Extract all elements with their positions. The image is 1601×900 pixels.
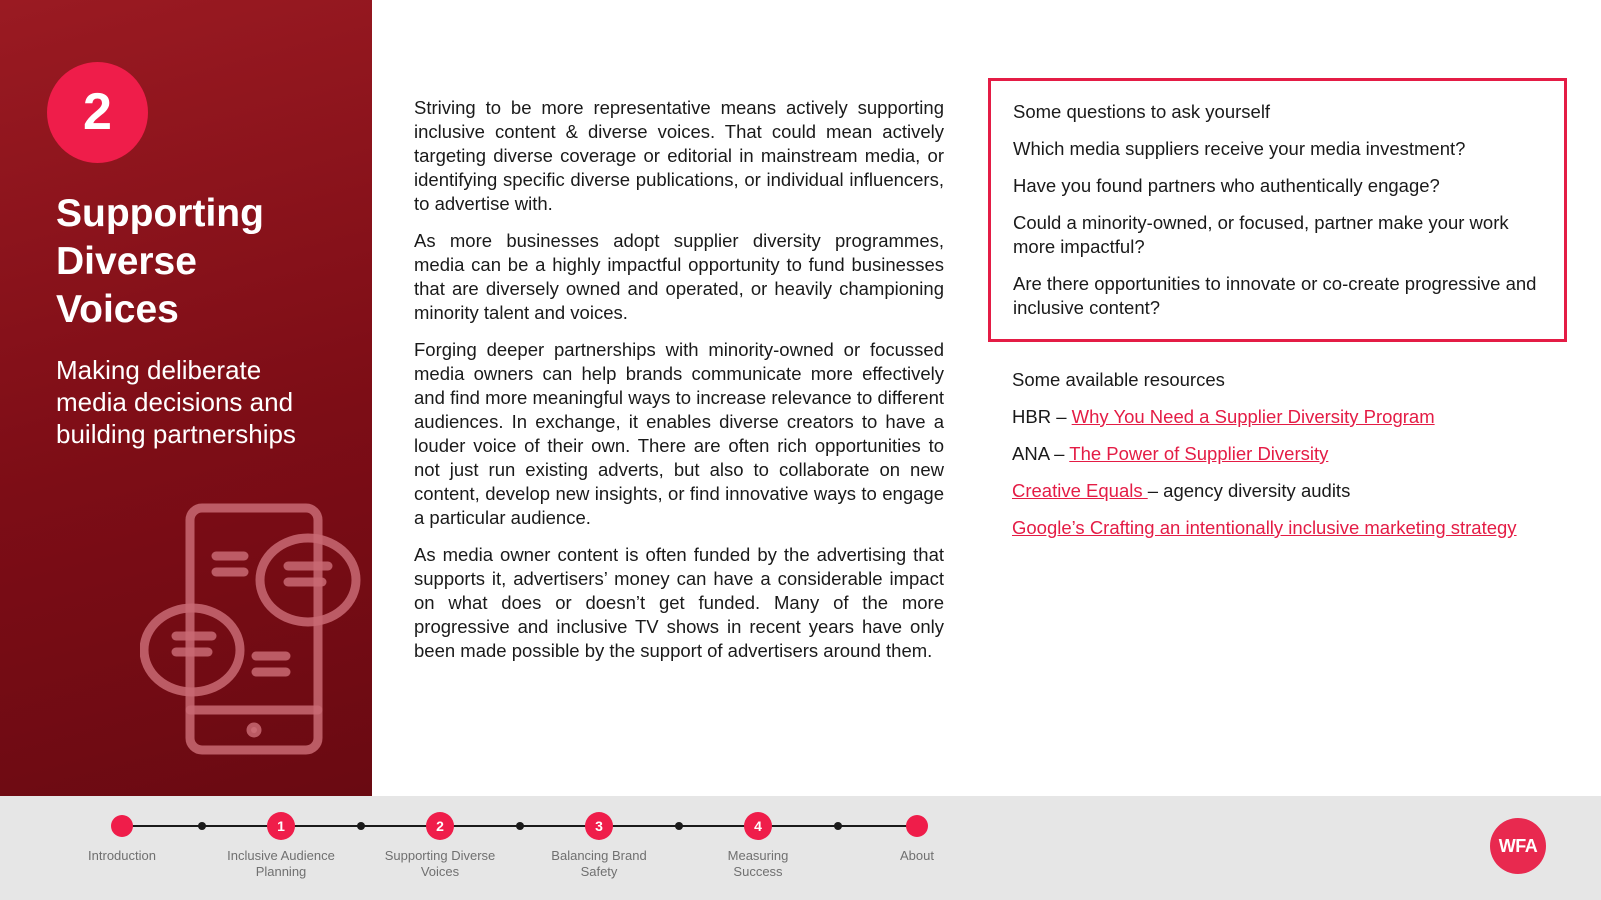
nav-label-line: Voices xyxy=(420,864,460,879)
progress-tick xyxy=(516,822,524,830)
body-paragraph: As media owner content is often funded by the advertising that supports it, advertisers’ money can have a considerable impact on what does or doesn’t get funded. Many of the more progressive and inclusive TV shows in recent years have only been made possible by the support of advertisers around them. xyxy=(414,544,944,661)
question-item: Which media suppliers receive your media investment? xyxy=(1013,138,1466,159)
nav-label-introduction[interactable] xyxy=(57,848,187,864)
nav-label-line: About xyxy=(900,848,934,863)
nav-label-inclusive-audience-planning[interactable] xyxy=(216,848,346,880)
questions-heading: Some questions to ask yourself xyxy=(1013,101,1271,122)
resource-link-hbr[interactable]: Why You Need a Supplier Diversity Program xyxy=(1071,406,1435,427)
nav-node-2[interactable]: 2 xyxy=(426,812,454,840)
progress-tick xyxy=(198,822,206,830)
resource-link-ana[interactable]: The Power of Supplier Diversity xyxy=(1069,443,1329,464)
nav-label-about[interactable] xyxy=(852,848,982,864)
nav-label-line: Introduction xyxy=(88,848,156,863)
nav-label-line: Measuring xyxy=(727,848,789,863)
resource-item xyxy=(1012,442,1544,466)
question-item: Could a minority-owned, or focused, partner make your work more impactful? xyxy=(1013,212,1509,257)
page-subtitle-line: media decisions and xyxy=(56,387,294,417)
progress-tick xyxy=(834,822,842,830)
nav-label-line: Safety xyxy=(580,864,618,879)
nav-label-line: Inclusive Audience xyxy=(227,848,335,863)
nav-label-line: Supporting Diverse xyxy=(384,848,496,863)
body-paragraph: Forging deeper partnerships with minority-owned or focussed media owners can help brands communicate more effectively and find more meaningful ways to increase relevance to different audiences. In exchange, it enables diverse creators to have a louder voice of their own. There are often rich opportunities to not just run existing adverts, but also to collaborate on new content, develop new insights, or find innovative ways to engage a particular audience. xyxy=(414,339,944,528)
page-title-line: Diverse xyxy=(56,240,197,283)
wfa-logo[interactable]: WFA xyxy=(1490,818,1546,874)
resource-suffix: – agency diversity audits xyxy=(1147,480,1351,501)
page-subtitle xyxy=(56,354,356,450)
page-subtitle-line: building partnerships xyxy=(56,419,296,449)
resource-prefix: HBR – xyxy=(1012,406,1072,427)
chat-phone-icon xyxy=(140,500,370,770)
footer-navigation xyxy=(0,796,1601,900)
body-paragraph: Striving to be more representative means actively supporting inclusive content & diverse voices. That could mean actively targeting diverse coverage or editorial in mainstream media, or identifying specific diverse publications, or individual influencers, to advertise with. xyxy=(414,97,944,214)
resource-link-google[interactable]: Google’s Crafting an intentionally inclusive marketing strategy xyxy=(1012,517,1517,538)
page-title-line: Supporting xyxy=(56,192,264,235)
nav-label-balancing-brand-safety[interactable] xyxy=(534,848,664,880)
question-item: Are there opportunities to innovate or co-create progressive and inclusive content? xyxy=(1013,273,1537,318)
resource-link-creative-equals[interactable]: Creative Equals xyxy=(1012,480,1148,501)
body-paragraph: As more businesses adopt supplier diversity programmes, media can be a highly impactful opportunity to fund businesses that are diversely owned and operated, or heavily championing minority talent and voices. xyxy=(414,230,944,323)
progress-tick xyxy=(357,822,365,830)
nav-node-1[interactable]: 1 xyxy=(267,812,295,840)
nav-label-measuring-success[interactable] xyxy=(693,848,823,880)
questions-box xyxy=(988,78,1567,342)
nav-label-line: Planning xyxy=(255,864,307,879)
nav-label-line: Balancing Brand xyxy=(551,848,647,863)
resources-heading: Some available resources xyxy=(1012,369,1225,390)
progress-tick xyxy=(675,822,683,830)
nav-node-4[interactable]: 4 xyxy=(744,812,772,840)
sidebar-panel xyxy=(0,0,372,796)
section-number-badge: 2 xyxy=(47,62,148,163)
nav-label-line: Success xyxy=(733,864,783,879)
resource-prefix: ANA – xyxy=(1012,443,1070,464)
resource-item xyxy=(1012,479,1544,503)
question-item: Have you found partners who authentically engage? xyxy=(1013,175,1440,196)
page-title-line: Voices xyxy=(56,288,179,331)
nav-label-supporting-diverse-voices[interactable] xyxy=(375,848,505,880)
resources-section xyxy=(1012,368,1544,553)
page-subtitle-line: Making deliberate xyxy=(56,355,262,385)
resource-item xyxy=(1012,516,1544,540)
page-title xyxy=(56,190,356,334)
resource-item xyxy=(1012,405,1544,429)
nav-node-3[interactable]: 3 xyxy=(585,812,613,840)
nav-node-introduction[interactable] xyxy=(111,815,133,837)
main-body-text xyxy=(414,96,944,676)
nav-node-about[interactable] xyxy=(906,815,928,837)
